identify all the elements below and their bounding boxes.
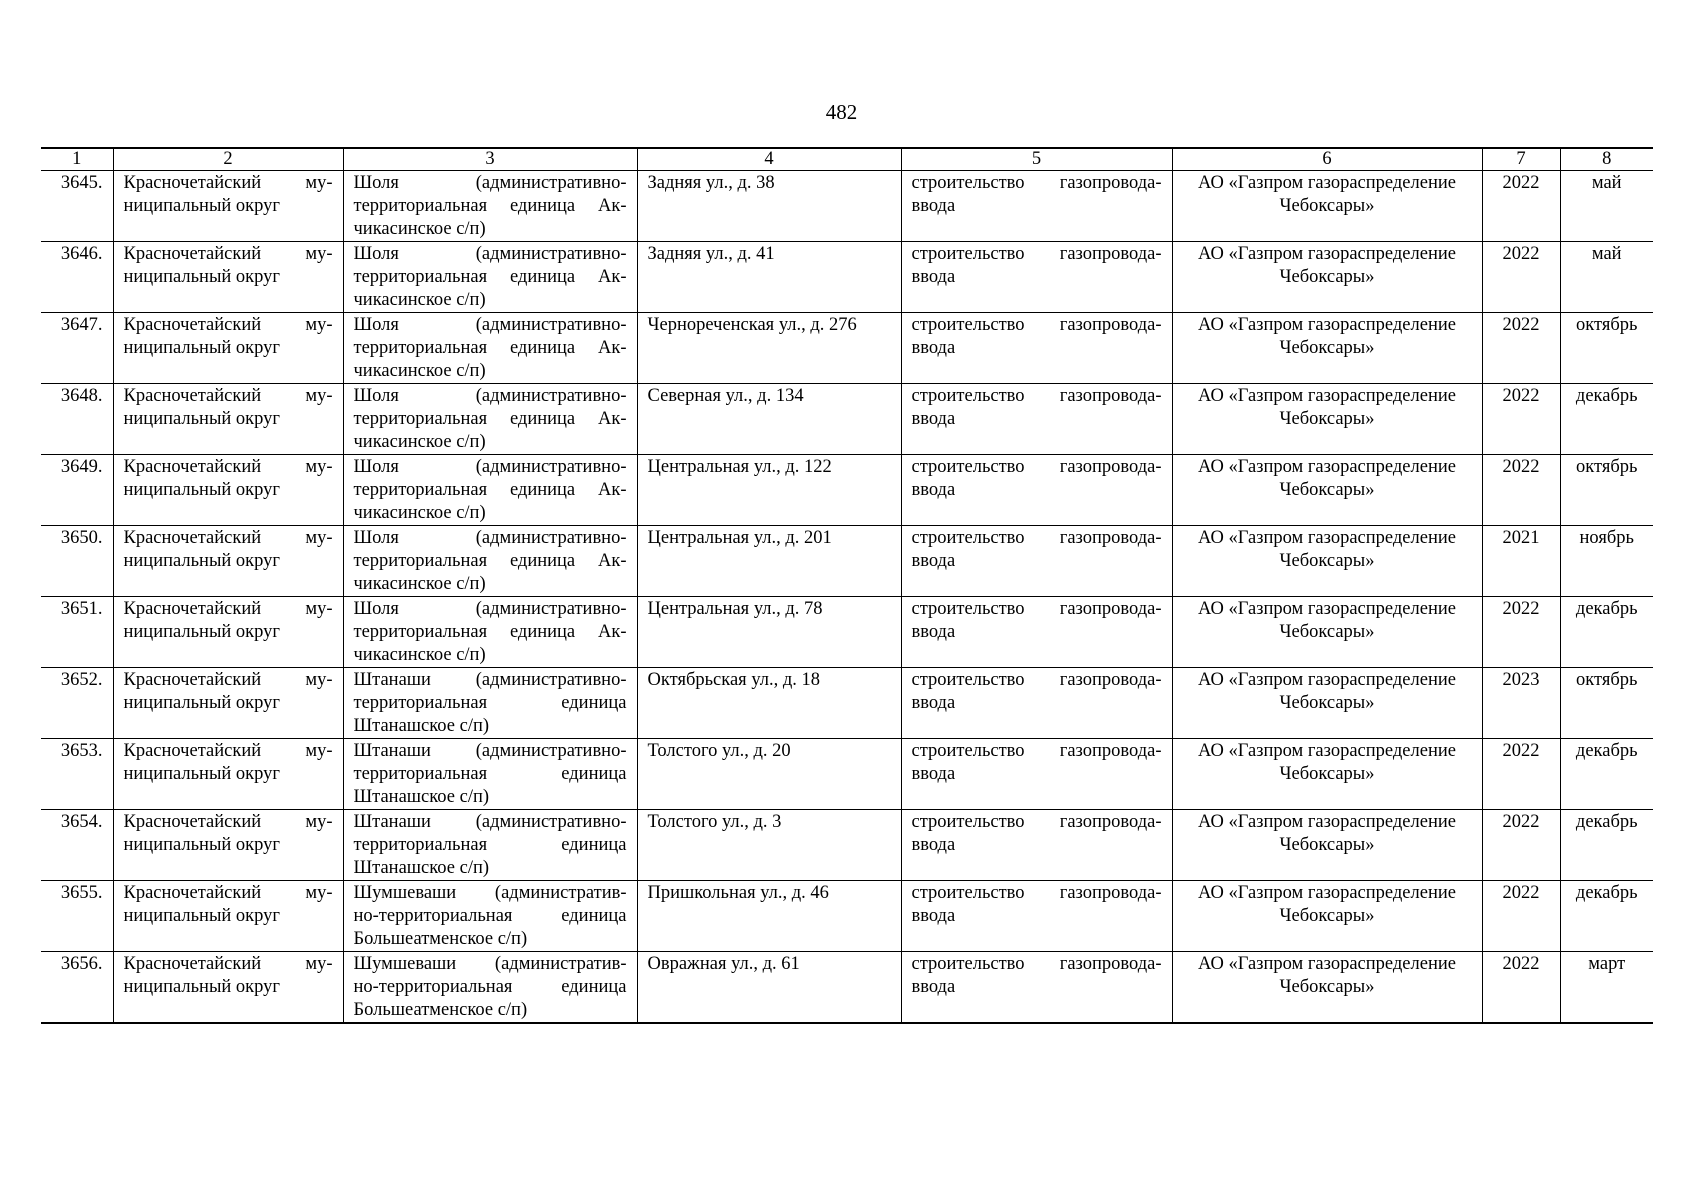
organization-line: АО «Газпром газораспределение: [1198, 883, 1456, 903]
work-type-cell: [901, 739, 1172, 810]
row-number-cell: 3653.: [41, 739, 113, 810]
settlement-cell: [343, 242, 637, 313]
table-row: [41, 739, 1653, 810]
organization-line: Чебоксары»: [1279, 480, 1375, 500]
district-cell: [113, 668, 343, 739]
work-type-line: строительство газопровода-: [911, 173, 1162, 193]
settlement-line: территориальная единица: [353, 835, 627, 855]
district-line: Красночетайский му-: [123, 954, 333, 974]
work-type-cell: [901, 384, 1172, 455]
settlement-line: Шумшеваши (административ-: [353, 954, 627, 974]
organization-line: АО «Газпром газораспределение: [1198, 741, 1456, 761]
district-cell: [113, 881, 343, 952]
column-header: 7: [1482, 148, 1560, 171]
district-line: Красночетайский му-: [123, 670, 333, 690]
organization-line: Чебоксары»: [1279, 906, 1375, 926]
work-type-cell: [901, 952, 1172, 1024]
district-cell: [113, 455, 343, 526]
month-cell: октябрь: [1560, 668, 1653, 739]
settlement-line: чикасинское с/п): [353, 361, 486, 381]
year-cell: 2022: [1482, 952, 1560, 1024]
settlement-cell: [343, 526, 637, 597]
district-cell: [113, 242, 343, 313]
district-line: ниципальный округ: [123, 622, 280, 642]
work-type-line: ввода: [911, 196, 956, 216]
organization-line: Чебоксары»: [1279, 764, 1375, 784]
settlement-line: чикасинское с/п): [353, 645, 486, 665]
organization-cell: [1172, 313, 1482, 384]
year-cell: 2022: [1482, 881, 1560, 952]
address-cell: Северная ул., д. 134: [637, 384, 901, 455]
district-line: ниципальный округ: [123, 480, 280, 500]
district-cell: [113, 526, 343, 597]
work-type-cell: [901, 597, 1172, 668]
settlement-cell: [343, 597, 637, 668]
settlement-cell: [343, 384, 637, 455]
district-line: Красночетайский му-: [123, 173, 333, 193]
district-cell: [113, 810, 343, 881]
month-cell: март: [1560, 952, 1653, 1024]
address-cell: Октябрьская ул., д. 18: [637, 668, 901, 739]
address-cell: Толстого ул., д. 20: [637, 739, 901, 810]
column-header: 1: [41, 148, 113, 171]
work-type-line: ввода: [911, 622, 956, 642]
month-cell: декабрь: [1560, 881, 1653, 952]
organization-cell: [1172, 455, 1482, 526]
work-type-line: строительство газопровода-: [911, 883, 1162, 903]
settlement-line: территориальная единица: [353, 693, 627, 713]
work-type-cell: [901, 455, 1172, 526]
settlement-line: чикасинское с/п): [353, 574, 486, 594]
table-row: [41, 526, 1653, 597]
work-type-cell: [901, 313, 1172, 384]
district-line: ниципальный округ: [123, 693, 280, 713]
column-header: 8: [1560, 148, 1653, 171]
settlement-line: территориальная единица Ак-: [353, 551, 627, 571]
row-number-cell: 3652.: [41, 668, 113, 739]
column-header: 3: [343, 148, 637, 171]
work-type-line: ввода: [911, 693, 956, 713]
settlement-line: чикасинское с/п): [353, 432, 486, 452]
settlement-line: чикасинское с/п): [353, 290, 486, 310]
organization-line: АО «Газпром газораспределение: [1198, 670, 1456, 690]
district-line: Красночетайский му-: [123, 528, 333, 548]
address-cell: Овражная ул., д. 61: [637, 952, 901, 1024]
table-row: [41, 313, 1653, 384]
organization-line: АО «Газпром газораспределение: [1198, 812, 1456, 832]
organization-line: Чебоксары»: [1279, 409, 1375, 429]
district-line: ниципальный округ: [123, 338, 280, 358]
settlement-line: территориальная единица Ак-: [353, 622, 627, 642]
month-cell: май: [1560, 242, 1653, 313]
organization-line: Чебоксары»: [1279, 196, 1375, 216]
organization-line: Чебоксары»: [1279, 267, 1375, 287]
district-line: ниципальный округ: [123, 835, 280, 855]
settlement-line: чикасинское с/п): [353, 503, 486, 523]
organization-cell: [1172, 597, 1482, 668]
work-type-line: строительство газопровода-: [911, 315, 1162, 335]
settlement-line: территориальная единица Ак-: [353, 267, 627, 287]
organization-line: АО «Газпром газораспределение: [1198, 599, 1456, 619]
year-cell: 2023: [1482, 668, 1560, 739]
month-cell: октябрь: [1560, 455, 1653, 526]
year-cell: 2022: [1482, 597, 1560, 668]
work-type-line: ввода: [911, 764, 956, 784]
settlement-line: территориальная единица Ак-: [353, 480, 627, 500]
work-type-line: ввода: [911, 551, 956, 571]
work-type-line: ввода: [911, 409, 956, 429]
district-line: ниципальный округ: [123, 196, 280, 216]
district-line: ниципальный округ: [123, 977, 280, 997]
settlement-cell: [343, 881, 637, 952]
district-line: ниципальный округ: [123, 409, 280, 429]
row-number-cell: 3654.: [41, 810, 113, 881]
district-line: ниципальный округ: [123, 267, 280, 287]
settlement-line: Большеатменское с/п): [353, 1000, 528, 1020]
district-line: Красночетайский му-: [123, 386, 333, 406]
settlement-line: Шоля (административно-: [353, 315, 627, 335]
settlement-cell: [343, 455, 637, 526]
settlement-line: чикасинское с/п): [353, 219, 486, 239]
gas-pipeline-table: [41, 147, 1653, 1024]
work-type-line: ввода: [911, 338, 956, 358]
month-cell: май: [1560, 171, 1653, 242]
work-type-line: ввода: [911, 480, 956, 500]
work-type-line: строительство газопровода-: [911, 386, 1162, 406]
column-header: 5: [901, 148, 1172, 171]
district-cell: [113, 171, 343, 242]
organization-line: АО «Газпром газораспределение: [1198, 173, 1456, 193]
settlement-line: территориальная единица Ак-: [353, 409, 627, 429]
district-cell: [113, 384, 343, 455]
district-cell: [113, 952, 343, 1024]
settlement-line: Штанашское с/п): [353, 787, 490, 807]
work-type-line: строительство газопровода-: [911, 670, 1162, 690]
row-number-cell: 3646.: [41, 242, 113, 313]
settlement-cell: [343, 952, 637, 1024]
settlement-line: Штанашское с/п): [353, 858, 490, 878]
settlement-line: Шоля (административно-: [353, 244, 627, 264]
work-type-cell: [901, 242, 1172, 313]
month-cell: декабрь: [1560, 810, 1653, 881]
work-type-line: ввода: [911, 835, 956, 855]
month-cell: октябрь: [1560, 313, 1653, 384]
district-line: ниципальный округ: [123, 764, 280, 784]
district-line: ниципальный округ: [123, 551, 280, 571]
organization-line: Чебоксары»: [1279, 835, 1375, 855]
address-cell: Задняя ул., д. 38: [637, 171, 901, 242]
address-cell: Центральная ул., д. 78: [637, 597, 901, 668]
organization-line: АО «Газпром газораспределение: [1198, 528, 1456, 548]
work-type-line: ввода: [911, 267, 956, 287]
table-row: [41, 455, 1653, 526]
organization-cell: [1172, 384, 1482, 455]
work-type-cell: [901, 881, 1172, 952]
column-header: 4: [637, 148, 901, 171]
work-type-cell: [901, 171, 1172, 242]
work-type-line: строительство газопровода-: [911, 741, 1162, 761]
month-cell: декабрь: [1560, 384, 1653, 455]
organization-cell: [1172, 810, 1482, 881]
year-cell: 2021: [1482, 526, 1560, 597]
district-line: Красночетайский му-: [123, 315, 333, 335]
row-number-cell: 3649.: [41, 455, 113, 526]
organization-cell: [1172, 952, 1482, 1024]
work-type-line: ввода: [911, 977, 956, 997]
settlement-line: но-территориальная единица: [353, 906, 627, 926]
organization-line: Чебоксары»: [1279, 338, 1375, 358]
settlement-cell: [343, 810, 637, 881]
address-cell: Центральная ул., д. 122: [637, 455, 901, 526]
settlement-line: Шоля (административно-: [353, 457, 627, 477]
work-type-cell: [901, 668, 1172, 739]
settlement-cell: [343, 739, 637, 810]
year-cell: 2022: [1482, 739, 1560, 810]
district-line: Красночетайский му-: [123, 599, 333, 619]
settlement-line: Шумшеваши (административ-: [353, 883, 627, 903]
organization-line: Чебоксары»: [1279, 693, 1375, 713]
year-cell: 2022: [1482, 384, 1560, 455]
work-type-line: ввода: [911, 906, 956, 926]
settlement-line: но-территориальная единица: [353, 977, 627, 997]
address-cell: Пришкольная ул., д. 46: [637, 881, 901, 952]
district-line: Красночетайский му-: [123, 812, 333, 832]
table-row: [41, 668, 1653, 739]
settlement-line: Шоля (административно-: [353, 528, 627, 548]
settlement-line: Шоля (административно-: [353, 386, 627, 406]
settlement-line: Штанаши (административно-: [353, 812, 627, 832]
settlement-line: Штанашское с/п): [353, 716, 490, 736]
organization-cell: [1172, 526, 1482, 597]
settlement-line: территориальная единица Ак-: [353, 338, 627, 358]
page-number-text: 482: [825, 100, 858, 124]
district-line: ниципальный округ: [123, 906, 280, 926]
district-line: Красночетайский му-: [123, 741, 333, 761]
settlement-line: Шоля (административно-: [353, 173, 627, 193]
settlement-line: территориальная единица Ак-: [353, 196, 627, 216]
year-cell: 2022: [1482, 171, 1560, 242]
work-type-line: строительство газопровода-: [911, 457, 1162, 477]
settlement-line: Большеатменское с/п): [353, 929, 528, 949]
district-line: Красночетайский му-: [123, 883, 333, 903]
organization-cell: [1172, 668, 1482, 739]
organization-cell: [1172, 881, 1482, 952]
settlement-line: Штанаши (административно-: [353, 670, 627, 690]
organization-cell: [1172, 739, 1482, 810]
settlement-cell: [343, 313, 637, 384]
settlement-cell: [343, 171, 637, 242]
address-cell: Задняя ул., д. 41: [637, 242, 901, 313]
organization-line: АО «Газпром газораспределение: [1198, 315, 1456, 335]
work-type-cell: [901, 810, 1172, 881]
organization-line: Чебоксары»: [1279, 977, 1375, 997]
table-row: [41, 881, 1653, 952]
settlement-line: Шоля (административно-: [353, 599, 627, 619]
district-cell: [113, 597, 343, 668]
month-cell: декабрь: [1560, 597, 1653, 668]
row-number-cell: 3655.: [41, 881, 113, 952]
work-type-line: строительство газопровода-: [911, 599, 1162, 619]
settlement-cell: [343, 668, 637, 739]
address-cell: Чернореченская ул., д. 276: [637, 313, 901, 384]
column-number-header-row: [41, 148, 1653, 171]
district-cell: [113, 313, 343, 384]
organization-line: Чебоксары»: [1279, 551, 1375, 571]
organization-line: АО «Газпром газораспределение: [1198, 954, 1456, 974]
row-number-cell: 3647.: [41, 313, 113, 384]
year-cell: 2022: [1482, 242, 1560, 313]
table-row: [41, 952, 1653, 1024]
organization-line: Чебоксары»: [1279, 622, 1375, 642]
organization-cell: [1172, 242, 1482, 313]
district-line: Красночетайский му-: [123, 457, 333, 477]
organization-cell: [1172, 171, 1482, 242]
table-row: [41, 810, 1653, 881]
year-cell: 2022: [1482, 455, 1560, 526]
column-header: 2: [113, 148, 343, 171]
year-cell: 2022: [1482, 810, 1560, 881]
table-row: [41, 242, 1653, 313]
organization-line: АО «Газпром газораспределение: [1198, 457, 1456, 477]
settlement-line: территориальная единица: [353, 764, 627, 784]
work-type-line: строительство газопровода-: [911, 528, 1162, 548]
organization-line: АО «Газпром газораспределение: [1198, 386, 1456, 406]
settlement-line: Штанаши (административно-: [353, 741, 627, 761]
table-row: [41, 384, 1653, 455]
work-type-line: строительство газопровода-: [911, 244, 1162, 264]
month-cell: декабрь: [1560, 739, 1653, 810]
work-type-line: строительство газопровода-: [911, 812, 1162, 832]
table-row: [41, 597, 1653, 668]
district-cell: [113, 739, 343, 810]
row-number-cell: 3648.: [41, 384, 113, 455]
district-line: Красночетайский му-: [123, 244, 333, 264]
month-cell: ноябрь: [1560, 526, 1653, 597]
column-header: 6: [1172, 148, 1482, 171]
page-number: [0, 100, 1697, 125]
address-cell: Толстого ул., д. 3: [637, 810, 901, 881]
row-number-cell: 3656.: [41, 952, 113, 1024]
work-type-cell: [901, 526, 1172, 597]
address-cell: Центральная ул., д. 201: [637, 526, 901, 597]
row-number-cell: 3650.: [41, 526, 113, 597]
work-type-line: строительство газопровода-: [911, 954, 1162, 974]
row-number-cell: 3645.: [41, 171, 113, 242]
organization-line: АО «Газпром газораспределение: [1198, 244, 1456, 264]
year-cell: 2022: [1482, 313, 1560, 384]
table-row: [41, 171, 1653, 242]
row-number-cell: 3651.: [41, 597, 113, 668]
